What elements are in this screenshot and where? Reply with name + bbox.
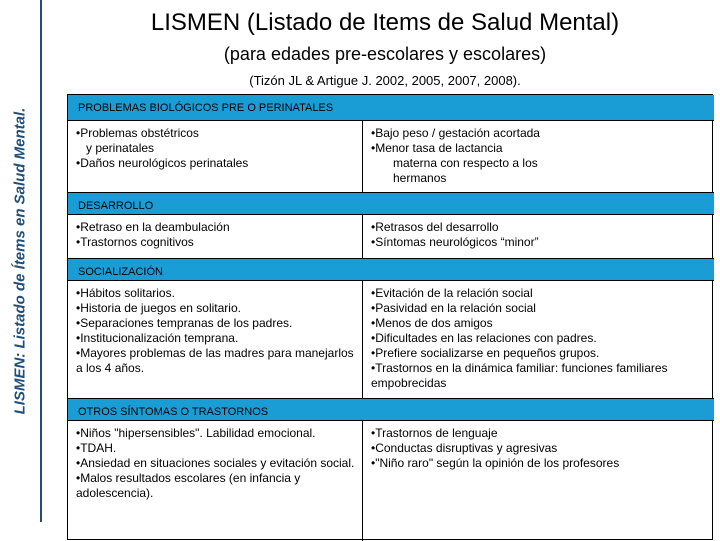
page-citation: (Tizón JL & Artigue J. 2002, 2005, 2007, 2008). [249, 73, 521, 88]
list-item: •Niños "hipersensibles". Labilidad emocional. [76, 426, 316, 440]
list-item: •Problemas obstétricos [76, 126, 199, 140]
section-desarrollo-left-cell [68, 215, 363, 259]
list-item: •Dificultades en las relaciones con padres. [371, 331, 597, 345]
list-item: materna con respecto a los [393, 156, 538, 170]
list-item: •Historia de juegos en solitario. [76, 301, 241, 315]
section-socializacion-left-cell [68, 281, 363, 399]
section-otros-left-cell [68, 421, 363, 541]
list-item: •Prefiere socializarse en pequeños grupos. [371, 346, 600, 360]
section-heading-socializacion: SOCIALIZACIÓN [68, 259, 714, 281]
list-item: •Menos de dos amigos [371, 316, 493, 330]
list-item: •Malos resultados escolares (en infancia y adolescencia). [76, 471, 301, 500]
list-item: •Trastornos cognitivos [76, 235, 194, 249]
list-item: •Evitación de la relación social [371, 286, 533, 300]
list-item: •Trastornos en la dinámica familiar: funciones familiares empobrecidas [371, 361, 668, 390]
list-item: hermanos [393, 171, 447, 185]
list-item: •Separaciones tempranas de los padres. [76, 316, 293, 330]
list-item: •Daños neurológicos perinatales [76, 156, 249, 170]
list-item: •Conductas disruptivas y agresivas [371, 441, 558, 455]
list-item: •"Niño raro" según la opinión de los profesores [371, 456, 620, 470]
section-otros-right-cell [363, 421, 714, 541]
sidebar-band [0, 0, 42, 522]
section-biologicos-right-cell [363, 121, 714, 193]
list-item: •Menor tasa de lactancia [371, 141, 503, 155]
list-item: •Retraso en la deambulación [76, 220, 230, 234]
section-socializacion-right-cell [363, 281, 714, 399]
list-item: •Pasividad en la relación social [371, 301, 536, 315]
list-item: •Mayores problemas de las madres para manejarlos a los 4 años. [76, 346, 354, 375]
sidebar-vertical-title: LISMEN: Listado de Ítems en Salud Mental. [11, 107, 29, 415]
section-desarrollo-right-cell [363, 215, 714, 259]
list-item: •Bajo peso / gestación acortada [371, 126, 540, 140]
section-biologicos-left-cell [68, 121, 363, 193]
page-title: LISMEN (Listado de Items de Salud Mental) [150, 9, 620, 36]
list-item: •Trastornos de lenguaje [371, 426, 498, 440]
lismen-table [67, 94, 713, 540]
section-heading-biologicos: PROBLEMAS BIOLÓGICOS PRE O PERINATALES [68, 95, 714, 121]
section-heading-otros: OTROS SÍNTOMAS O TRASTORNOS [68, 399, 714, 421]
list-item: •Hábitos solitarios. [76, 286, 175, 300]
list-item: •TDAH. [76, 441, 117, 455]
list-item: •Institucionalización temprana. [76, 331, 239, 345]
list-item: y perinatales [86, 141, 155, 155]
list-item: •Síntomas neurológicos “minor” [371, 235, 539, 249]
section-heading-desarrollo: DESARROLLO [68, 193, 714, 215]
list-item: •Ansiedad en situaciones sociales y evitación social. [76, 456, 355, 470]
page-subtitle: (para edades pre-escolares y escolares) [223, 44, 547, 64]
list-item: •Retrasos del desarrollo [371, 220, 499, 234]
